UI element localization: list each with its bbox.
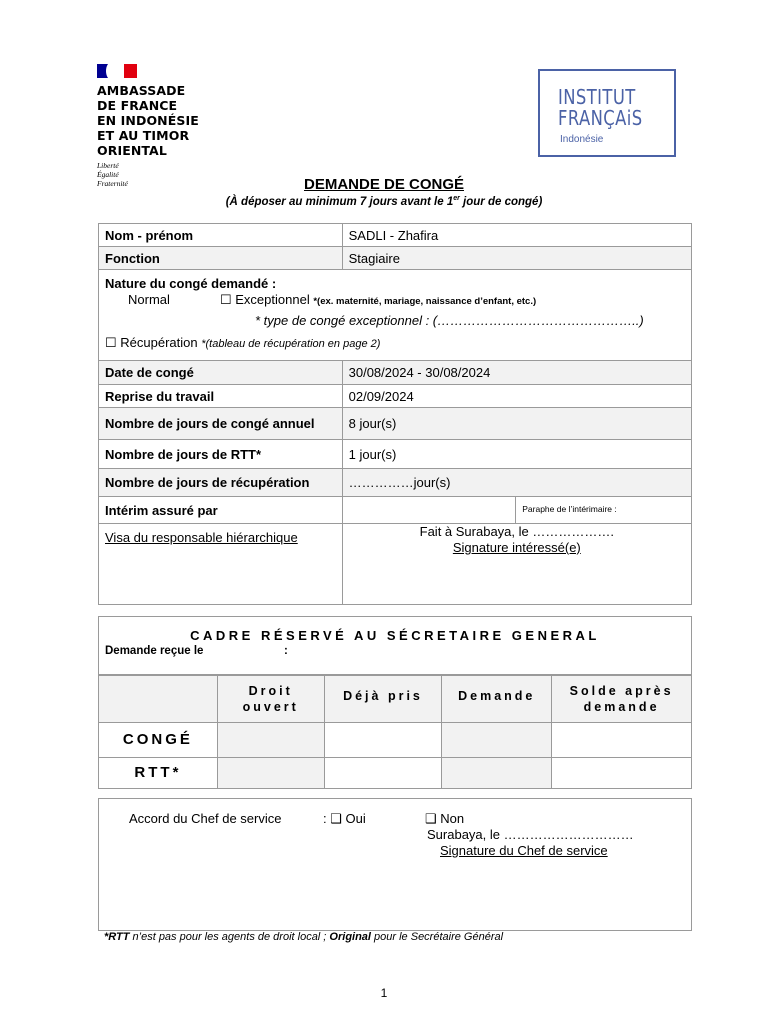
accord-non-checkbox[interactable]: ❑ Non xyxy=(425,811,465,826)
nom-value[interactable]: SADLI - Zhafira xyxy=(342,224,691,247)
signature-cell[interactable] xyxy=(342,524,691,605)
fonction-value[interactable]: Stagiaire xyxy=(342,247,691,270)
recuperation-checkbox[interactable]: ☐ Récupération *(tableau de récupération en page 2) xyxy=(105,335,381,350)
institut-francais-logo: INSTITUT FRANÇAiS Indonésie xyxy=(538,69,676,157)
footnote: *RTT n’est pas pour les agents de droit local ; Original pour le Secrétaire Général xyxy=(104,931,504,943)
jours-rtt-label: Nombre de jours de RTT* xyxy=(99,440,343,469)
visa-label: Visa du responsable hiérarchique xyxy=(99,524,343,605)
exceptionnel-checkbox[interactable]: ☐ Exceptionnel *(ex. maternité, mariage, naissance d’enfant, etc.) xyxy=(220,292,537,307)
form-subtitle: (À déposer au minimum 7 jours avant le 1er jour de congé) xyxy=(225,195,543,208)
row-rtt: RTT* xyxy=(99,758,218,789)
reprise-label: Reprise du travail xyxy=(99,385,343,408)
fait-a: Fait à Surabaya, le ………………. xyxy=(419,524,614,539)
accord-label: Accord du Chef de service xyxy=(129,811,282,826)
conge-pris-cell[interactable] xyxy=(324,723,442,758)
demande-recue-label: Demande reçue le xyxy=(105,645,204,657)
rtt-solde-cell[interactable] xyxy=(552,758,692,789)
accord-chef-box xyxy=(98,798,692,931)
col-solde: Solde après demande xyxy=(552,676,692,723)
date-value[interactable]: 30/08/2024 - 30/08/2024 xyxy=(342,361,691,385)
conge-demande-cell[interactable] xyxy=(442,723,552,758)
embassy-name: AMBASSADE DE FRANCE EN INDONÉSIE ET AU TIMOR ORIENTAL xyxy=(97,83,199,158)
accord-date: Surabaya, le ………………………… xyxy=(427,827,634,842)
normal-option[interactable]: Normal xyxy=(128,292,170,307)
rtt-droit-cell[interactable] xyxy=(217,758,324,789)
jours-annuel-value[interactable]: 8 jour(s) xyxy=(342,408,691,440)
reprise-value[interactable]: 02/09/2024 xyxy=(342,385,691,408)
col-deja-pris: Déjà pris xyxy=(324,676,442,723)
conge-droit-cell[interactable] xyxy=(217,723,324,758)
nom-label: Nom - prénom xyxy=(99,224,343,247)
form-title: DEMANDE DE CONGÉ xyxy=(303,176,464,193)
interim-value[interactable] xyxy=(342,497,516,524)
jours-recup-label: Nombre de jours de récupération xyxy=(99,469,343,497)
paraphe-label: Paraphe de l’intérimaire : xyxy=(516,497,692,524)
signature-interesse: Signature intéressé(e) xyxy=(452,540,581,555)
col-droit-ouvert: Droit ouvert xyxy=(217,676,324,723)
jours-recup-value[interactable]: ……………jour(s) xyxy=(342,469,691,497)
leave-request-table xyxy=(98,223,692,605)
republic-motto: Liberté Égalité Fraternité xyxy=(97,161,128,188)
signature-chef: Signature du Chef de service xyxy=(440,843,608,858)
row-conge: CONGÉ xyxy=(99,723,218,758)
page-number: 1 xyxy=(380,986,388,1000)
nature-conge-cell: Nature du congé demandé : Normal ☐ Exceptionnel *(ex. maternité, mariage, naissance d’enfant, etc.) * type de congé exceptionnel : (………………………………………..) ☐ Récupération *(tableau de récupération en page 2) xyxy=(99,270,692,361)
col-demande: Demande xyxy=(442,676,552,723)
rtt-demande-cell[interactable] xyxy=(442,758,552,789)
conge-solde-cell[interactable] xyxy=(552,723,692,758)
date-label: Date de congé xyxy=(99,361,343,385)
jours-annuel-label: Nombre de jours de congé annuel xyxy=(99,408,343,440)
fonction-label: Fonction xyxy=(99,247,343,270)
interim-label: Intérim assuré par xyxy=(99,497,343,524)
type-exceptionnel: * type de congé exceptionnel : (………………………………………..) xyxy=(255,313,644,328)
rtt-pris-cell[interactable] xyxy=(324,758,442,789)
embassy-logo xyxy=(97,64,257,188)
cadre-secretaire-header: CADRE RÉSERVÉ AU SÉCRETAIRE GENERAL Demande reçue le : xyxy=(98,616,692,675)
marianne-flag-icon xyxy=(97,64,137,78)
solde-table xyxy=(98,675,692,789)
jours-rtt-value[interactable]: 1 jour(s) xyxy=(342,440,691,469)
cadre-title: CADRE RÉSERVÉ AU SÉCRETAIRE GENERAL xyxy=(190,628,600,643)
accord-oui-checkbox[interactable]: : ❑ Oui xyxy=(323,811,366,826)
